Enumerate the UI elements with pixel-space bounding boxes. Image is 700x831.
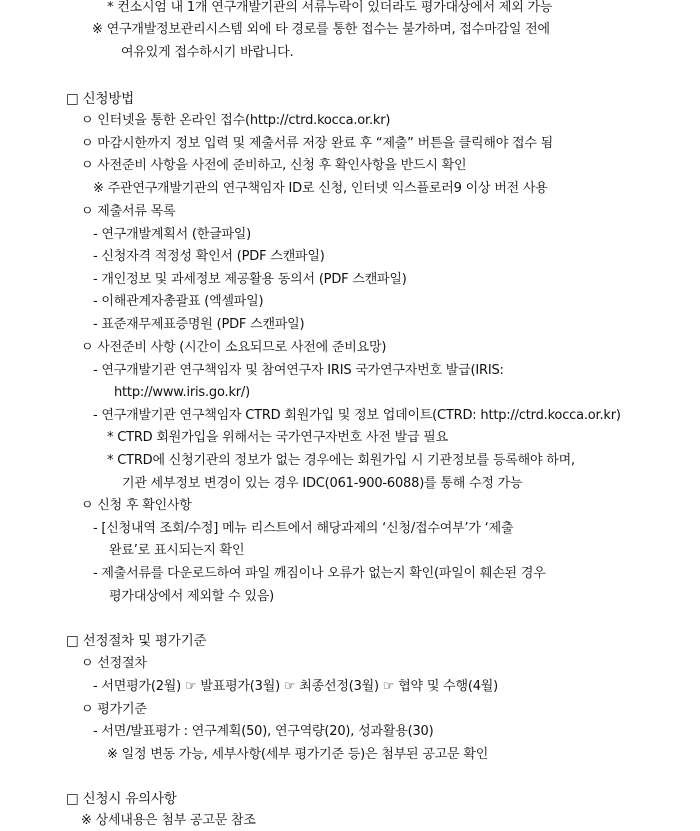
prep-item-iris: - 연구개발기관 연구책임자 및 참여연구자 IRIS 국가연구자번호 발급(IRIS: <box>93 363 504 378</box>
prep-item-ctrd: - 연구개발기관 연구책임자 CTRD 회원가입 및 정보 업데이트(CTRD: http://ctrd.kocca.or.kr) <box>93 408 621 423</box>
doc-item: - 이해관계자총괄표 (엑셀파일) <box>93 294 264 309</box>
section-heading-selection: □ 선정절차 및 평가기준 <box>66 633 207 649</box>
doc-item: - 표준재무제표증명원 (PDF 스캔파일) <box>93 317 305 332</box>
bullet-criteria: ㅇ 평가기준 <box>81 702 147 717</box>
bullet-documents: ㅇ 제출서류 목록 <box>81 204 176 219</box>
check-item: - 제출서류를 다운로드하여 파일 깨짐이나 오류가 없는지 확인(파일이 훼손된 경우 <box>93 566 546 581</box>
procedure-item: - 서면평가(2월) ☞ 발표평가(3월) ☞ 최종선정(3월) ☞ 협약 및 수행(4월) <box>93 679 499 694</box>
consortium-note: * 컨소시엄 내 1개 연구개발기관의 서류누락이 있더라도 평가대상에서 제외 가능 <box>107 0 553 15</box>
submission-notice: ※ 연구개발정보관리시스템 외에 타 경로를 통한 접수는 불가하며, 접수마감일 전에 <box>92 22 550 37</box>
doc-item: - 개인정보 및 과세정보 제공활용 동의서 (PDF 스캔파일) <box>93 272 407 287</box>
bullet-pre-preparation: ㅇ 사전준비 사항 (시간이 소요되므로 사전에 준비요망) <box>81 340 387 355</box>
check-item: - [신청내역 조회/수정] 메뉴 리스트에서 해당과제의 ‘신청/접수여부’가 ‘제출 <box>93 521 514 536</box>
ctrd-note-cont: 기관 세부정보 변경이 있는 경우 IDC(061-900-6088)를 통해 수정 가능 <box>122 476 523 491</box>
ctrd-note: * CTRD에 신청기관의 정보가 없는 경우에는 회원가입 시 기관정보를 등록해야 하며, <box>107 453 575 468</box>
check-item-cont: 완료’로 표시되는지 확인 <box>109 543 245 558</box>
bullet-prepare: ㅇ 사전준비 사항을 사전에 준비하고, 신청 후 확인사항을 반드시 확인 <box>81 158 467 173</box>
bullet-post-check: ㅇ 신청 후 확인사항 <box>81 498 192 513</box>
doc-item: - 연구개발계획서 (한글파일) <box>93 227 252 242</box>
section-heading-precautions: □ 신청시 유의사항 <box>66 791 177 807</box>
section-heading-application: □ 신청방법 <box>66 91 135 107</box>
iris-link[interactable]: http://www.iris.go.kr/) <box>114 385 250 400</box>
criteria-note: ※ 일정 변동 가능, 세부사항(세부 평가기준 등)은 첨부된 공고문 확인 <box>107 747 489 762</box>
bullet-procedure: ㅇ 선정절차 <box>81 656 147 671</box>
check-item-cont: 평가대상에서 제외할 수 있음) <box>109 589 274 604</box>
criteria-item: - 서면/발표평가 : 연구계획(50), 연구역량(20), 성과활용(30) <box>93 724 434 739</box>
ctrd-note: * CTRD 회원가입을 위해서는 국가연구자번호 사전 발급 필요 <box>107 430 448 445</box>
precautions-note: ※ 상세내용은 첨부 공고문 참조 <box>81 813 256 828</box>
bullet-deadline: ㅇ 마감시한까지 정보 입력 및 제출서류 저장 완료 후 “제출” 버튼을 클릭해야 접수 됨 <box>81 136 554 151</box>
submission-notice-cont: 여유있게 접수하시기 바랍니다. <box>121 45 294 60</box>
bullet-online: ㅇ 인터넷을 통한 온라인 접수(http://ctrd.kocca.or.kr) <box>81 113 391 128</box>
note-browser: ※ 주관연구개발기관의 연구책임자 ID로 신청, 인터넷 익스플로러9 이상 버전 사용 <box>93 181 548 196</box>
doc-item: - 신청자격 적정성 확인서 (PDF 스캔파일) <box>93 249 325 264</box>
